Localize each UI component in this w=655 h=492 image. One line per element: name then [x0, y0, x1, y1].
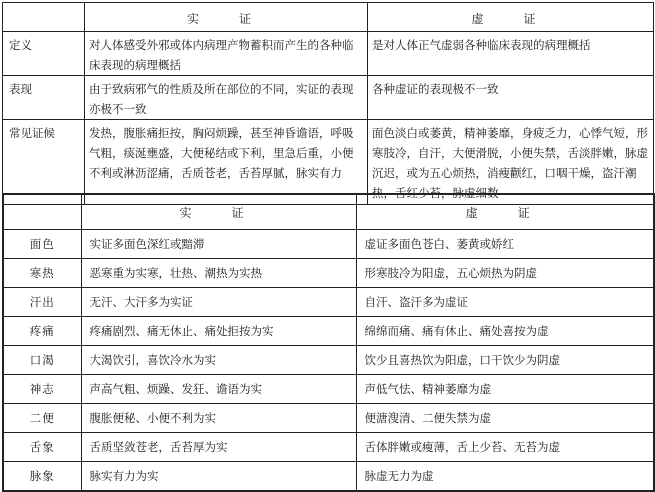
- xu-cell: 自汗、盗汗多为虚证: [356, 288, 654, 317]
- row-label: 常见证候: [3, 120, 85, 205]
- shi-cell: 由于致病邪气的性质及所在部位的不同，实证的表现亦极不一致: [85, 76, 368, 120]
- shi-cell: 对人体感受外邪或体内病理产物蓄积而产生的各种临床表现的病理概括: [85, 32, 368, 76]
- header-empty: [3, 3, 85, 32]
- xu-cell: 声低气怯、精神萎靡为虚: [356, 375, 654, 404]
- row-label: 面色: [3, 230, 81, 259]
- shi-cell: 脉实有力为实: [81, 462, 356, 492]
- table-row: [3, 433, 654, 462]
- xu-cell: 便溏溲清、二便失禁为虚: [356, 404, 654, 433]
- shi-cell: 舌质坚敛苍老，舌苔厚为实: [81, 433, 356, 462]
- row-label: 二便: [3, 404, 81, 433]
- row-label: 表现: [3, 76, 85, 120]
- xu-cell: 绵绵而痛、痛有休止、痛处喜按为虚: [356, 317, 654, 346]
- row-label: 脉象: [3, 462, 81, 492]
- shi-cell: 恶寒重为实寒，壮热、潮热为实热: [81, 259, 356, 288]
- header-xu-zheng: 虚 证: [356, 194, 654, 230]
- xu-cell: 虚证多面色苍白、萎黄或娇红: [356, 230, 654, 259]
- xu-cell: 脉虚无力为虚: [356, 462, 654, 492]
- header-empty: [3, 194, 81, 230]
- shi-cell: 大渴饮引，喜饮冷水为实: [81, 346, 356, 375]
- table-row: [3, 288, 654, 317]
- shi-cell: 发热，腹胀痛拒按，胸闷烦躁，甚至神昏谵语，呼吸气粗，痰涎壅盛，大便秘结或下利，里急后重，小便不利或淋沥涩痛，舌质苍老，舌苔厚腻，脉实有力: [85, 120, 368, 205]
- shi-cell: 无汗、大汗多为实证: [81, 288, 356, 317]
- row-label: 疼痛: [3, 317, 81, 346]
- table-header-row: [3, 3, 654, 32]
- xu-cell: 是对人体正气虚弱各种临床表现的病理概括: [368, 32, 654, 76]
- shi-cell: 声高气粗、烦躁、发狂、谵语为实: [81, 375, 356, 404]
- row-label: 寒热: [3, 259, 81, 288]
- xu-cell: 各种虚证的表现极不一致: [368, 76, 654, 120]
- shi-cell: 腹胀便秘、小便不利为实: [81, 404, 356, 433]
- xu-cell: 饮少且喜热饮为阳虚，口干饮少为阴虚: [356, 346, 654, 375]
- table-row: [3, 120, 654, 205]
- table-header-row: [3, 194, 654, 230]
- table-row: [3, 462, 654, 492]
- table-row: [3, 404, 654, 433]
- row-label: 定义: [3, 32, 85, 76]
- row-label: 舌象: [3, 433, 81, 462]
- row-label: 汗出: [3, 288, 81, 317]
- row-label: 口渴: [3, 346, 81, 375]
- comparison-table-2: [2, 193, 655, 492]
- comparison-table-1: [2, 2, 654, 205]
- table-row: [3, 346, 654, 375]
- header-shi-zheng: 实 证: [85, 3, 368, 32]
- table-row: [3, 32, 654, 76]
- table-row: [3, 230, 654, 259]
- xu-cell: 面色淡白或萎黄，精神萎靡，身疲乏力，心悸气短，形寒肢冷，自汗，大便滑脱，小便失禁，舌淡胖嫩，脉虚沉迟，或为五心烦热，消瘦颧红，口咽干燥，盗汗潮热，舌红少苔，脉虚细数: [368, 120, 654, 205]
- shi-cell: 实证多面色深红或黯滞: [81, 230, 356, 259]
- row-label: 神志: [3, 375, 81, 404]
- header-shi-zheng: 实 证: [81, 194, 356, 230]
- table-row: [3, 317, 654, 346]
- shi-cell: 疼痛剧烈、痛无休止、痛处拒按为实: [81, 317, 356, 346]
- xu-cell: 形寒肢冷为阳虚，五心烦热为阴虚: [356, 259, 654, 288]
- xu-cell: 舌体胖嫩或瘦薄，舌上少苔、无苔为虚: [356, 433, 654, 462]
- table-row: [3, 76, 654, 120]
- table-row: [3, 259, 654, 288]
- table-row: [3, 375, 654, 404]
- header-xu-zheng: 虚 证: [368, 3, 654, 32]
